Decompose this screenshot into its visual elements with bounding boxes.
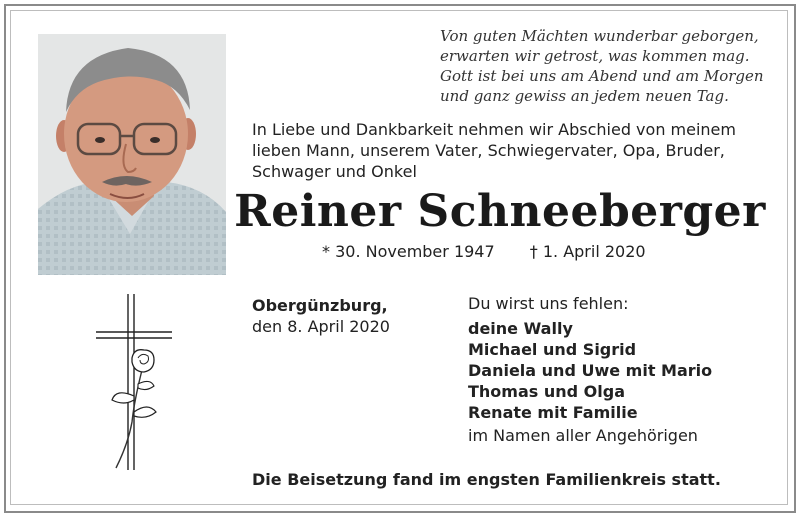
mourners-list — [468, 318, 712, 423]
death-date: † 1. April 2020 — [529, 242, 646, 261]
farewell-line: In Liebe und Dankbarkeit nehmen wir Abschied von meinem — [252, 120, 736, 139]
poem-line: und ganz gewiss an jedem neuen Tag. — [440, 87, 729, 105]
mourner-name: Michael und Sigrid — [468, 340, 637, 359]
poem-line: Gott ist bei uns am Abend und am Morgen — [440, 67, 764, 85]
farewell-text — [252, 119, 772, 182]
mourner-name: deine Wally — [468, 319, 573, 338]
town: Obergünzburg, — [252, 296, 388, 315]
portrait-photo — [38, 34, 226, 275]
farewell-line: Schwager und Onkel — [252, 162, 417, 181]
birth-date: * 30. November 1947 — [322, 242, 495, 261]
place-and-date — [252, 295, 390, 337]
mourners-closing: im Namen aller Angehörigen — [468, 426, 698, 445]
notice-date: den 8. April 2020 — [252, 317, 390, 336]
deceased-name: Reiner Schneeberger — [234, 186, 766, 237]
mourner-name: Thomas und Olga — [468, 382, 625, 401]
portrait-illustration — [38, 34, 226, 275]
mourner-name: Renate mit Familie — [468, 403, 638, 422]
mourners-heading: Du wirst uns fehlen: — [468, 294, 629, 313]
cross-with-rose-icon — [94, 292, 176, 472]
funeral-note: Die Beisetzung fand im engsten Familienkreis statt. — [252, 470, 721, 489]
poem-line: erwarten wir getrost, was kommen mag. — [440, 47, 750, 65]
poem-line: Von guten Mächten wunderbar geborgen, — [440, 27, 759, 45]
farewell-line: lieben Mann, unserem Vater, Schwiegervater, Opa, Bruder, — [252, 141, 725, 160]
life-dates — [322, 242, 676, 261]
poem — [440, 26, 780, 106]
mourner-name: Daniela und Uwe mit Mario — [468, 361, 713, 380]
